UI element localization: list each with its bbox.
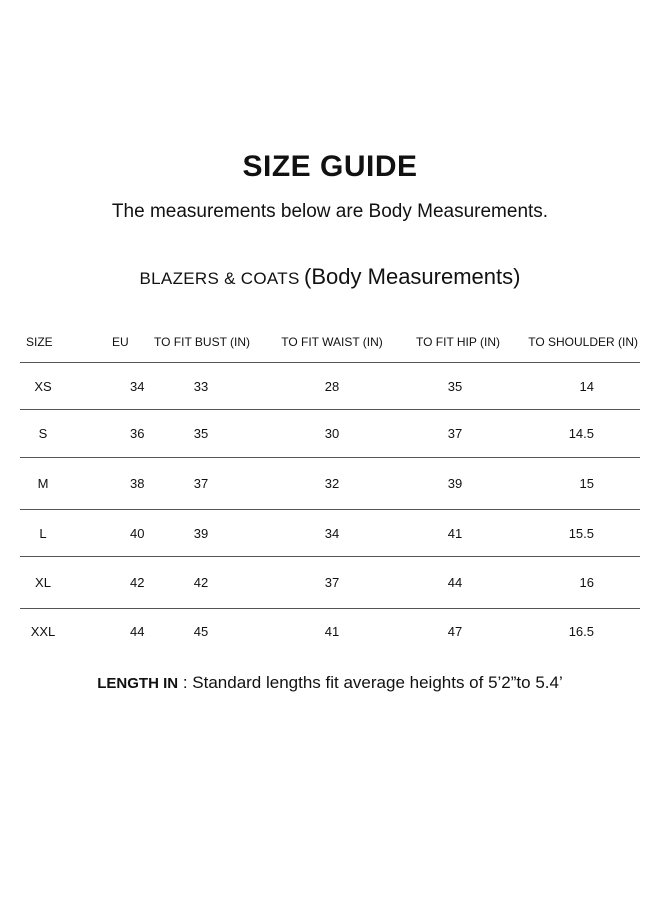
- hip-cell: 41: [416, 510, 494, 557]
- size-cell: M: [20, 458, 66, 510]
- hip-cell: 39: [416, 458, 494, 510]
- table-row: [20, 609, 640, 655]
- header-shoulder: TO SHOULDER (IN): [494, 322, 640, 363]
- waist-cell: 41: [324, 624, 340, 639]
- bust-cell: 35: [154, 410, 248, 458]
- eu-cell: 42: [66, 557, 154, 609]
- shoulder-cell: 14: [494, 363, 640, 410]
- header-hip: TO FIT HIP (IN): [416, 322, 494, 363]
- header-bust: TO FIT BUST (IN): [154, 322, 248, 363]
- shoulder-cell: 15: [494, 458, 640, 510]
- eu-cell: 40: [66, 510, 154, 557]
- eu-cell: 34: [66, 363, 154, 410]
- waist-cell: 32: [248, 458, 416, 510]
- size-cell: XL: [20, 557, 66, 609]
- size-cell: L: [20, 510, 66, 557]
- eu-cell: 44: [130, 624, 145, 639]
- bust-cell: 37: [154, 458, 248, 510]
- table-row: [20, 410, 640, 458]
- section-title-main: BLAZERS & COATS: [139, 269, 300, 288]
- waist-cell: 28: [248, 363, 416, 410]
- shoulder-cell: 14.5: [494, 410, 640, 458]
- shoulder-cell: 16.5: [568, 624, 594, 639]
- size-cell: S: [20, 410, 66, 458]
- header-size: SIZE: [20, 322, 66, 363]
- waist-cell: 34: [248, 510, 416, 557]
- section-title: [0, 264, 660, 290]
- bust-cell: 42: [154, 557, 248, 609]
- page-title: SIZE GUIDE: [242, 150, 418, 183]
- shoulder-cell: 15.5: [494, 510, 640, 557]
- header-waist: TO FIT WAIST (IN): [248, 322, 416, 363]
- eu-cell: 36: [66, 410, 154, 458]
- waist-cell: 37: [248, 557, 416, 609]
- bust-cell: 39: [154, 510, 248, 557]
- hip-cell: 35: [416, 363, 494, 410]
- table-header-row: [20, 322, 640, 363]
- length-note-label: LENGTH IN: [97, 675, 179, 692]
- length-note: [0, 673, 660, 693]
- size-cell: XXL: [30, 624, 56, 639]
- eu-cell: 38: [66, 458, 154, 510]
- bust-cell: 33: [154, 363, 248, 410]
- waist-cell: 30: [248, 410, 416, 458]
- bust-cell: 45: [193, 624, 209, 639]
- table-row: [20, 458, 640, 510]
- page-subtitle: The measurements below are Body Measurements.: [111, 201, 549, 222]
- length-note-text: : Standard lengths fit average heights of 5’2”to 5.4’: [178, 673, 563, 692]
- hip-cell: 47: [447, 624, 463, 639]
- size-cell: XS: [20, 363, 66, 410]
- header-eu: EU: [66, 322, 154, 363]
- shoulder-cell: 16: [494, 557, 640, 609]
- table-row: [20, 363, 640, 410]
- hip-cell: 37: [416, 410, 494, 458]
- hip-cell: 44: [416, 557, 494, 609]
- table-row: [20, 510, 640, 557]
- size-table: [20, 322, 640, 654]
- section-title-paren: (Body Measurements): [304, 264, 521, 289]
- table-row: [20, 557, 640, 609]
